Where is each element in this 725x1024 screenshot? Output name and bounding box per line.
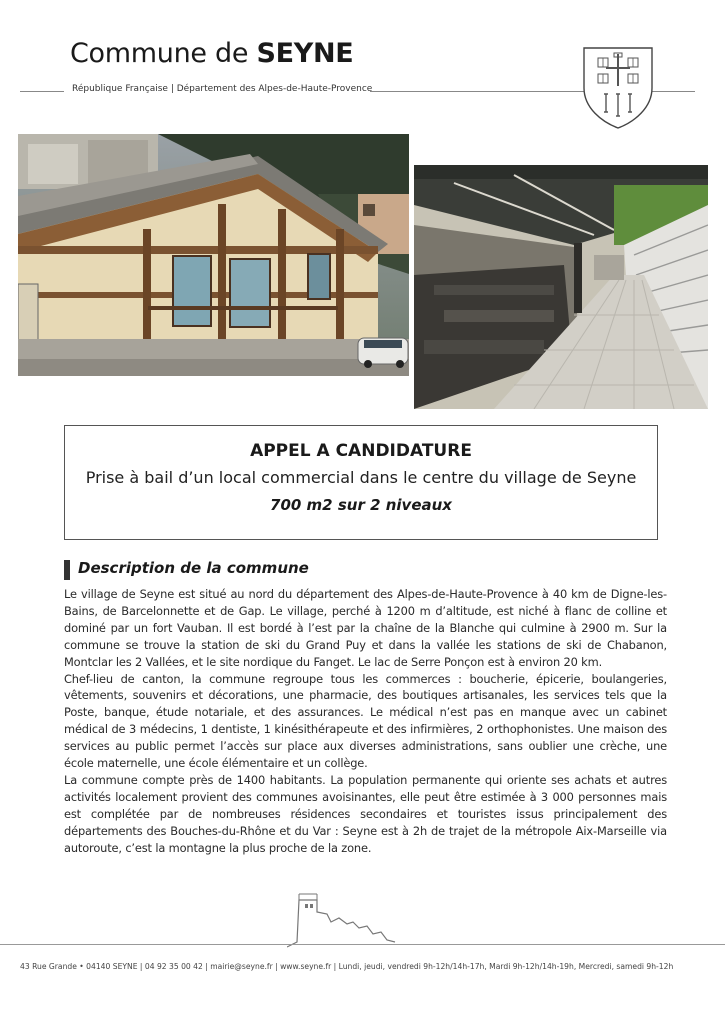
section-title: Description de la commune <box>78 559 309 577</box>
paragraph-population: La commune compte près de 1400 habitants. La population permanente qui oriente ses achats et autres activités localement provient des communes avoisinantes, elle peut être estimée à 3 000 personnes mais est complétée par de nombreuses résidences secondaires et touristes issus principalement des départements des Bouches-du-Rhône et du Var : Seyne est à 2h de trajet de la métropole Aix-Marseille via autoroute, c’est la montagne la plus proche de la zone. <box>64 772 667 855</box>
footer-contact: 43 Rue Grande • 04140 SEYNE | 04 92 35 00 42 | mairie@seyne.fr | www.seyne.fr | Lundi, jeudi, vendredi 9h-12h/14h-17h, Mardi 9h-12h/14h-19h, Mercredi, samedi 9h-12h <box>20 962 674 971</box>
callout-size: 700 m2 sur 2 niveaux <box>270 496 452 514</box>
subtitle-rule-left <box>20 91 64 92</box>
callout-title: APPEL A CANDIDATURE <box>250 441 472 461</box>
page-title <box>70 38 353 69</box>
callout-box <box>64 425 658 540</box>
paragraph-services: Chef-lieu de canton, la commune regroupe tous les commerces : boucherie, épicerie, boulangeries, vêtements, souvenirs et décorations, une pharmacie, des boutiques artisanales, les services tels que la Poste, banque, étude notariale, et des assurances. Le médical n’est pas en manque avec un cabinet médical de 3 médecins, 1 dentiste, 1 kinésithérapeute et des infirmières, 2 orthophonistes. Une maison des services au public permet l’accès sur place aux diverses administrations, sans oublier une crèche, une école maternelle, une école élémentaire et un collège. <box>64 671 667 771</box>
title-strong: SEYNE <box>256 38 354 69</box>
castle-drawing-icon <box>287 892 397 950</box>
paragraph-location: Le village de Seyne est situé au nord du département des Alpes-de-Haute-Provence à 40 km de Digne-les-Bains, de Barcelonnette et de Gap. Le village, perché à 1200 m d’altitude, est niché à flanc de colline et dominé par un fort Vauban. Il est bordé à l’est par la chaîne de la Blanche qui culmine à 2900 m. Sur la commune se trouve la station de ski du Grand Puy et dans la vallée les stations de ski de Chabanon, Montclar les 2 Vallées, et le site nordique du Fanget. Le lac de Serre Ponçon est à environ 20 km. <box>64 587 667 669</box>
coat-of-arms-icon <box>580 44 656 130</box>
subtitle-text: République Française | Département des Alpes-de-Haute-Provence <box>72 84 373 94</box>
section-bar <box>64 560 70 580</box>
footer-rule <box>0 944 725 945</box>
store-interior-photo <box>414 165 708 409</box>
building-photo <box>18 134 409 376</box>
description-body <box>64 586 667 857</box>
subtitle-line <box>20 84 575 98</box>
callout-subtitle: Prise à bail d’un local commercial dans le centre du village de Seyne <box>85 468 637 487</box>
title-prefix: Commune de <box>70 38 257 69</box>
